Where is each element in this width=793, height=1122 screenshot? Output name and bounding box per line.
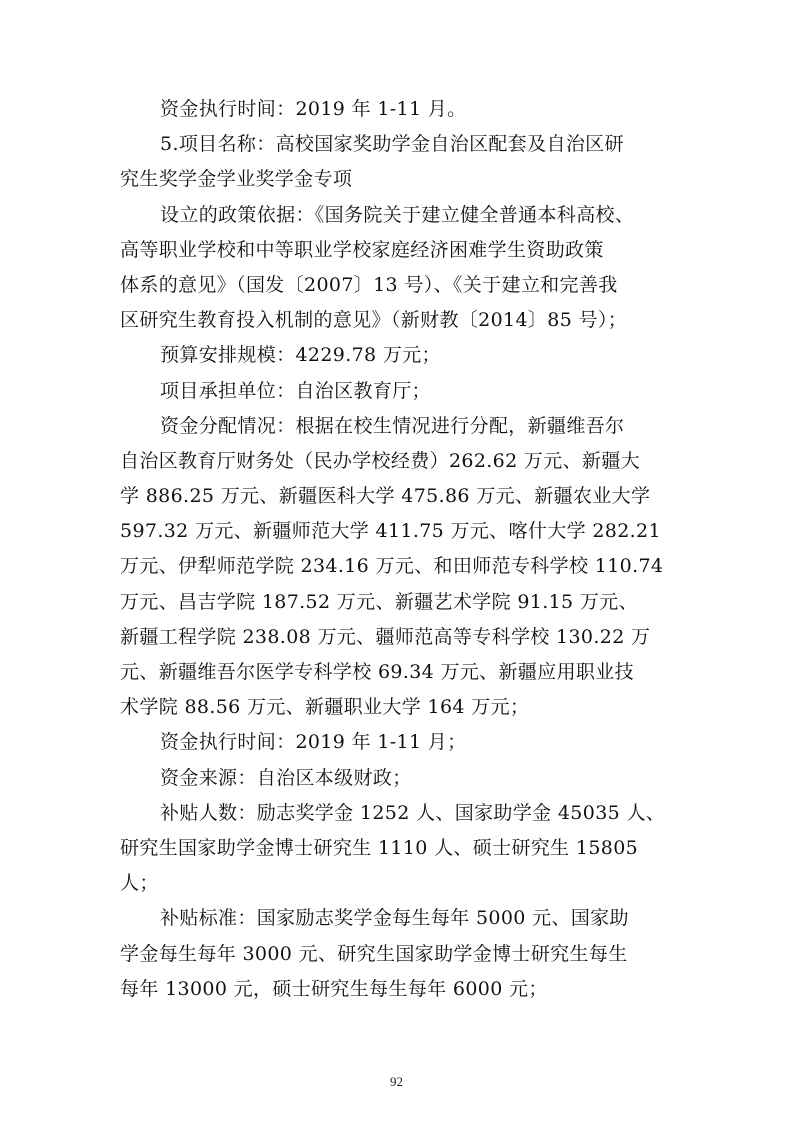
paragraph-line: 预算安排规模：4229.78 万元；: [160, 344, 441, 367]
paragraph-line: 资金执行时间：2019 年 1-11 月。: [160, 98, 467, 120]
paragraph-line: 区研究生教育投入机制的意见》（新财教〔2014〕85 号）；: [120, 309, 628, 332]
paragraph-line: 万元、昌吉学院 187.52 万元、新疆艺术学院 91.15 万元、: [120, 590, 638, 613]
paragraph-line: 万元、伊犁师范学院 234.16 万元、和田师范专科学校 110.74: [120, 555, 664, 578]
paragraph-line: 设立的政策依据：《国务院关于建立健全普通本科高校、: [160, 203, 635, 226]
paragraph-line: 研究生国家助学金博士研究生 1110 人、硕士研究生 15805: [120, 836, 639, 859]
paragraph-line: 高等职业学校和中等职业学校家庭经济困难学生资助政策: [120, 238, 604, 261]
paragraph-line: 人；: [120, 872, 159, 895]
paragraph-line: 5.项目名称：高校国家奖助学金自治区配套及自治区研: [160, 133, 624, 156]
paragraph-line: 学金每生每年 3000 元、研究生国家助学金博士研究生每生: [120, 942, 628, 965]
paragraph-line: 新疆工程学院 238.08 万元、疆师范高等专科学校 130.22 万: [120, 625, 651, 648]
paragraph-line: 自治区教育厅财务处（民办学校经费）262.62 万元、新疆大: [120, 449, 641, 472]
body-text: [120, 92, 680, 1007]
paragraph-line: 补贴标准：国家励志奖学金每生每年 5000 元、国家助: [160, 907, 629, 930]
paragraph-line: 术学院 88.56 万元、新疆职业大学 164 万元；: [120, 696, 530, 719]
paragraph-line: 资金分配情况：根据在校生情况进行分配，新疆维吾尔: [160, 414, 625, 437]
paragraph-line: 体系的意见》（国发〔2007〕13 号）、《关于建立和完善我: [120, 273, 618, 296]
paragraph-line: 资金执行时间：2019 年 1-11 月；: [160, 731, 467, 754]
paragraph-line: 补贴人数：励志奖学金 1252 人、国家助学金 45035 人、: [160, 801, 666, 824]
paragraph-line: 每年 13000 元，硕士研究生每生每年 6000 元；: [120, 977, 548, 1000]
paragraph-line: 究生奖学金学业奖学金专项: [120, 168, 353, 191]
paragraph-line: 学 886.25 万元、新疆医科大学 475.86 万元、新疆农业大学: [120, 485, 651, 508]
page-number: 92: [390, 1074, 403, 1089]
paragraph-line: 元、新疆维吾尔医学专科学校 69.34 万元、新疆应用职业技: [120, 661, 634, 683]
paragraph-line: 项目承担单位：自治区教育厅；: [160, 379, 431, 402]
paragraph-line: 597.32 万元、新疆师范大学 411.75 万元、喀什大学 282.21: [120, 520, 661, 543]
paragraph-line: 资金来源：自治区本级财政；: [160, 766, 412, 789]
